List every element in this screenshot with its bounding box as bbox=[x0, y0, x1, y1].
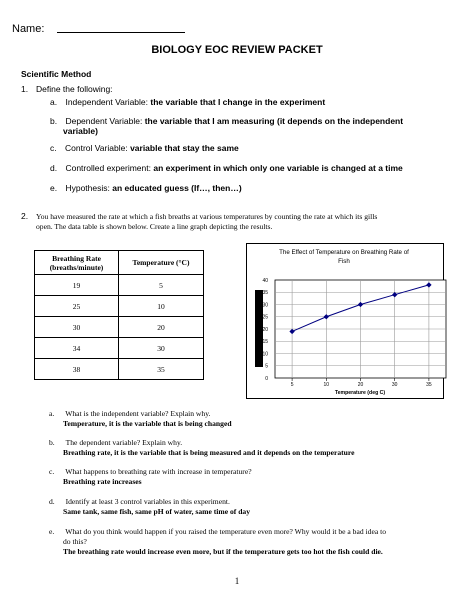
q1c-letter: c. bbox=[50, 143, 57, 153]
q1e-letter: e. bbox=[50, 183, 58, 193]
chart-title-line2: Fish bbox=[338, 258, 350, 265]
page-number: 1 bbox=[234, 576, 240, 586]
y-tick-label: 30 bbox=[262, 302, 268, 309]
q1e-term: Hypothesis: bbox=[65, 183, 110, 193]
q1a-term: Independent Variable: bbox=[65, 97, 149, 107]
q1e-answer: an educated guess (If…, then…) bbox=[112, 183, 242, 193]
table-cell: 19 bbox=[35, 275, 119, 296]
q2d-answer: Same tank, same fish, same pH of water, same time of day bbox=[63, 507, 251, 516]
q1-prompt: Define the following: bbox=[36, 84, 113, 94]
q2e-answer: The breathing rate would increase even more, but if the temperature gets too hot the fish could die. bbox=[63, 547, 383, 556]
y-tick-label: 5 bbox=[265, 363, 268, 370]
section-title: Scientific Method bbox=[21, 69, 92, 79]
q1a-letter: a. bbox=[50, 97, 58, 107]
x-tick-label: 20 bbox=[357, 382, 364, 388]
q1a-answer: the variable that I change in the experiment bbox=[150, 97, 326, 107]
table-cell: 35 bbox=[119, 359, 204, 380]
q1b-answer-cont: variable) bbox=[63, 126, 98, 136]
header-breathing-line1: Breathing Rate bbox=[52, 253, 101, 263]
chart-plot-area bbox=[262, 278, 446, 388]
q2-text-line1: You have measured the rate at which a fish breaths at various temperatures by counting the rate at which its gills bbox=[36, 212, 378, 221]
q2b-text: The dependent variable? Explain why. bbox=[65, 438, 183, 447]
q2b-question bbox=[49, 438, 182, 447]
q2e-text: What do you think would happen if you raised the temperature even more? Why would it be a bad idea to bbox=[65, 527, 386, 536]
table-header-temperature: Temperature (°C) bbox=[119, 251, 204, 275]
q2b-letter: b. bbox=[49, 438, 55, 447]
q1b-answer: the variable that I am measuring (it depends on the independent bbox=[144, 116, 404, 126]
page-title: BIOLOGY EOC REVIEW PACKET bbox=[151, 44, 323, 56]
y-tick-label: 15 bbox=[262, 339, 268, 346]
table-cell: 34 bbox=[35, 338, 119, 359]
y-tick-label: 10 bbox=[262, 351, 268, 358]
table-cell: 30 bbox=[119, 338, 204, 359]
q1d-term: Controlled experiment: bbox=[65, 163, 151, 173]
table-cell: 38 bbox=[35, 359, 119, 380]
name-label: Name: bbox=[12, 23, 45, 35]
x-tick-label: 35 bbox=[426, 382, 432, 388]
q1c-term: Control Variable: bbox=[65, 143, 128, 153]
q2d-question bbox=[49, 497, 230, 506]
q2c-question bbox=[49, 467, 252, 476]
q2c-letter: c. bbox=[49, 467, 55, 476]
q2e-question bbox=[49, 527, 386, 536]
x-tick-label: 5 bbox=[290, 382, 294, 388]
q2-number: 2. bbox=[21, 211, 29, 221]
q1b-term: Dependent Variable: bbox=[65, 116, 143, 126]
header-breathing-line2: (breaths/minute) bbox=[49, 262, 104, 272]
q1d-answer: an experiment in which only one variable is changed at a time bbox=[153, 163, 403, 173]
y-tick-label: 40 bbox=[262, 277, 268, 284]
q2e-question-cont: do this? bbox=[63, 537, 87, 546]
chart-title-line1: The Effect of Temperature on Breathing Rate of bbox=[279, 249, 409, 256]
q2b-answer: Breathing rate, it is the variable that is being measured and it depends on the temperature bbox=[63, 448, 355, 457]
q2e-letter: e. bbox=[49, 527, 55, 536]
q1c-answer: variable that stay the same bbox=[130, 143, 239, 153]
y-tick-label: 35 bbox=[262, 290, 268, 297]
table-cell: 30 bbox=[35, 317, 119, 338]
q2a-text: What is the independent variable? Explain why. bbox=[65, 409, 211, 418]
table-cell: 10 bbox=[119, 296, 204, 317]
q2d-letter: d. bbox=[49, 497, 55, 506]
q2a-letter: a. bbox=[49, 409, 55, 418]
y-tick-label: 20 bbox=[262, 326, 268, 333]
chart-x-axis-label: Temperature (deg C) bbox=[334, 390, 386, 396]
q1b-letter: b. bbox=[50, 116, 58, 126]
q2d-text: Identify at least 3 control variables in this experiment. bbox=[65, 497, 230, 506]
table-cell: 25 bbox=[35, 296, 119, 317]
table-cell: 20 bbox=[119, 317, 204, 338]
q1d-letter: d. bbox=[50, 163, 58, 173]
x-tick-label: 10 bbox=[323, 382, 330, 388]
q2a-question bbox=[49, 409, 210, 418]
q2-text-line2: open. The data table is shown below. Create a line graph depicting the results. bbox=[36, 222, 273, 231]
q2c-text: What happens to breathing rate with increase in temperature? bbox=[65, 467, 252, 476]
table-cell: 5 bbox=[119, 275, 204, 296]
y-tick-label: 25 bbox=[262, 314, 268, 321]
q2a-answer: Temperature, it is the variable that is being changed bbox=[63, 419, 232, 428]
q1-number: 1. bbox=[21, 84, 29, 94]
x-tick-label: 30 bbox=[391, 382, 398, 388]
q2c-answer: Breathing rate increases bbox=[63, 477, 142, 486]
y-tick-label: 0 bbox=[265, 375, 268, 382]
